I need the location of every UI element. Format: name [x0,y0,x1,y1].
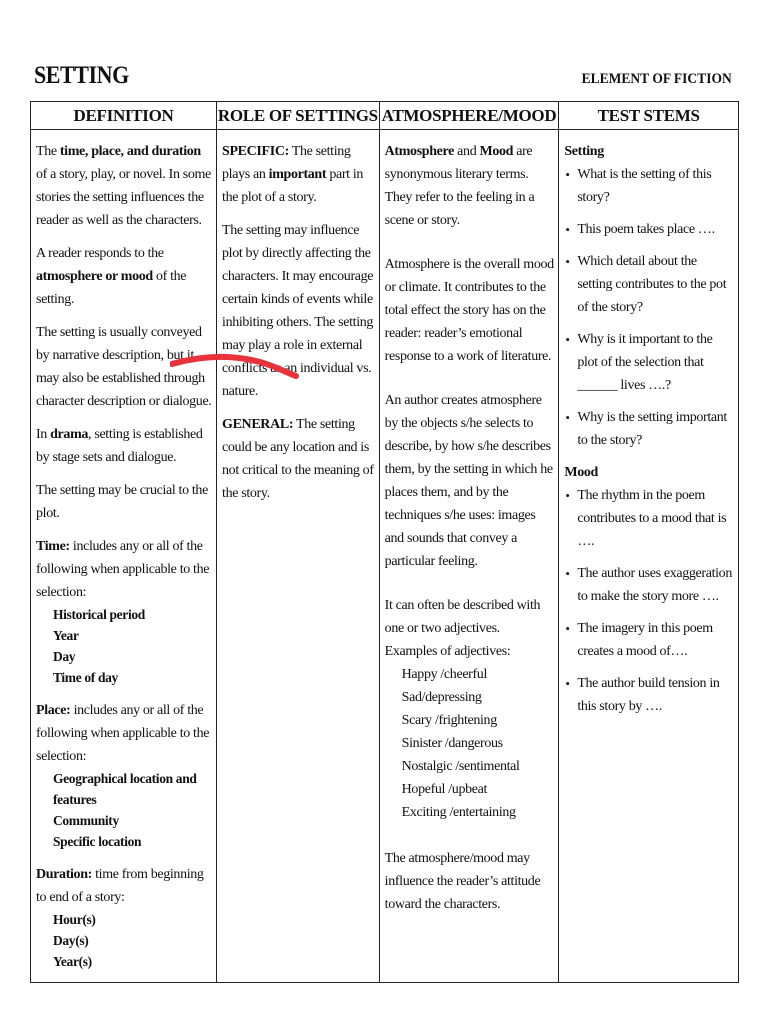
adjective-item: Nostalgic /sentimental [401,759,520,774]
atmosphere-paragraph: Atmosphere and Mood are synonymous literary terms. They refer to the feeling in a scene or story. [384,144,535,228]
adjective-item: Happy /cheerful [401,667,487,682]
duration-item: Day(s) [53,933,89,948]
adjective-item: Hopeful /upbeat [401,782,488,797]
stem-item: • This poem takes place …. [564,218,734,241]
stem-item: • Why is it important to the plot of the selection that ______ lives ….? [564,328,734,397]
atmosphere-paragraph: It can often be described with one or two adjectives. Examples of adjectives: [384,598,541,659]
duration-block: Duration: time from beginning to end of a story: Hour(s) Day(s) Year(s) [36,863,212,972]
stems-setting-heading: Setting [564,144,604,159]
stem-item: • The author build tension in this story by …. [564,672,734,718]
page-subtitle: ELEMENT OF FICTION [581,71,732,87]
role-paragraph: The setting may influence plot by directly affecting the characters. It may encourage certain kinds of events while inhibiting others. The setting may play a role in external conflicts as an individual vs. nature. [222,223,374,399]
header-atmosphere-mood: ATMOSPHERE/MOOD [379,102,559,130]
setting-table [30,101,739,983]
definition-paragraph: The time, place, and duration of a story, play, or novel. In some stories the setting influences the reader as well as the characters. [36,144,211,228]
stem-item: • Which detail about the setting contributes to the pot of the story? [564,250,734,319]
place-block: Place: includes any or all of the following when applicable to the selection: Geographical location and features Community Specific location [36,699,212,852]
time-item: Time of day [53,670,118,685]
stem-item: • What is the setting of this story? [564,163,734,209]
header-role-of-settings: ROLE OF SETTINGS [217,102,380,130]
definition-paragraph: The setting may be crucial to the plot. [36,483,208,521]
test-stems-cell [559,130,739,983]
header-definition: DEFINITION [31,102,217,130]
atmosphere-paragraph: Atmosphere is the overall mood or climate. It contributes to the total effect the story has on the reader: reader’s emotional response to a work of literature. [384,257,554,364]
stem-item: • The author uses exaggeration to make the story more …. [564,562,734,608]
header-row [31,102,739,130]
time-item: Year [53,628,79,643]
content-row [31,130,739,983]
place-item: Geographical location and features [53,771,197,807]
header-test-stems: TEST STEMS [559,102,739,130]
adjective-item: Sinister /dangerous [401,736,503,751]
atmosphere-paragraph: The atmosphere/mood may influence the reader’s attitude toward the characters. [384,851,541,912]
atmosphere-paragraph: An author creates atmosphere by the objects s/he selects to describe, by how s/he describes them, by the setting in which he places them, and by the techniques s/he uses: images and sounds that convey a particular feeling. [384,393,553,569]
stem-item: • The rhythm in the poem contributes to a mood that is …. [564,484,734,553]
definition-paragraph: A reader responds to the atmosphere or mood of the setting. [36,246,187,307]
adjective-item: Exciting /entertaining [401,805,516,820]
role-cell [217,130,380,983]
time-item: Historical period [53,607,145,622]
stem-item: • Why is the setting important to the story? [564,406,734,452]
duration-item: Year(s) [53,954,92,969]
stems-mood-list [564,484,734,718]
role-paragraph: SPECIFIC: The setting plays an important part in the plot of a story. [222,144,364,205]
atmosphere-cell [379,130,559,983]
place-item: Community [53,813,119,828]
duration-item: Hour(s) [53,912,96,927]
definition-paragraph: In drama, setting is established by stage sets and dialogue. [36,427,203,465]
definition-paragraph: The setting is usually conveyed by narrative description, but it may also be established through character description or dialogue. [36,325,212,409]
time-item: Day [53,649,76,664]
adjective-item: Scary /frightening [401,713,497,728]
place-item: Specific location [53,834,142,849]
adjective-item: Sad/depressing [401,690,482,705]
role-paragraph: GENERAL: The setting could be any location and is not critical to the meaning of the story. [222,417,374,501]
stems-setting-list [564,163,734,452]
definition-cell [31,130,217,983]
stems-mood-heading: Mood [564,465,598,480]
page-title: SETTING [34,62,129,89]
time-block: Time: includes any or all of the following when applicable to the selection: Historical period Year Day Time of day [36,535,212,688]
stem-item: • The imagery in this poem creates a mood of…. [564,617,734,663]
